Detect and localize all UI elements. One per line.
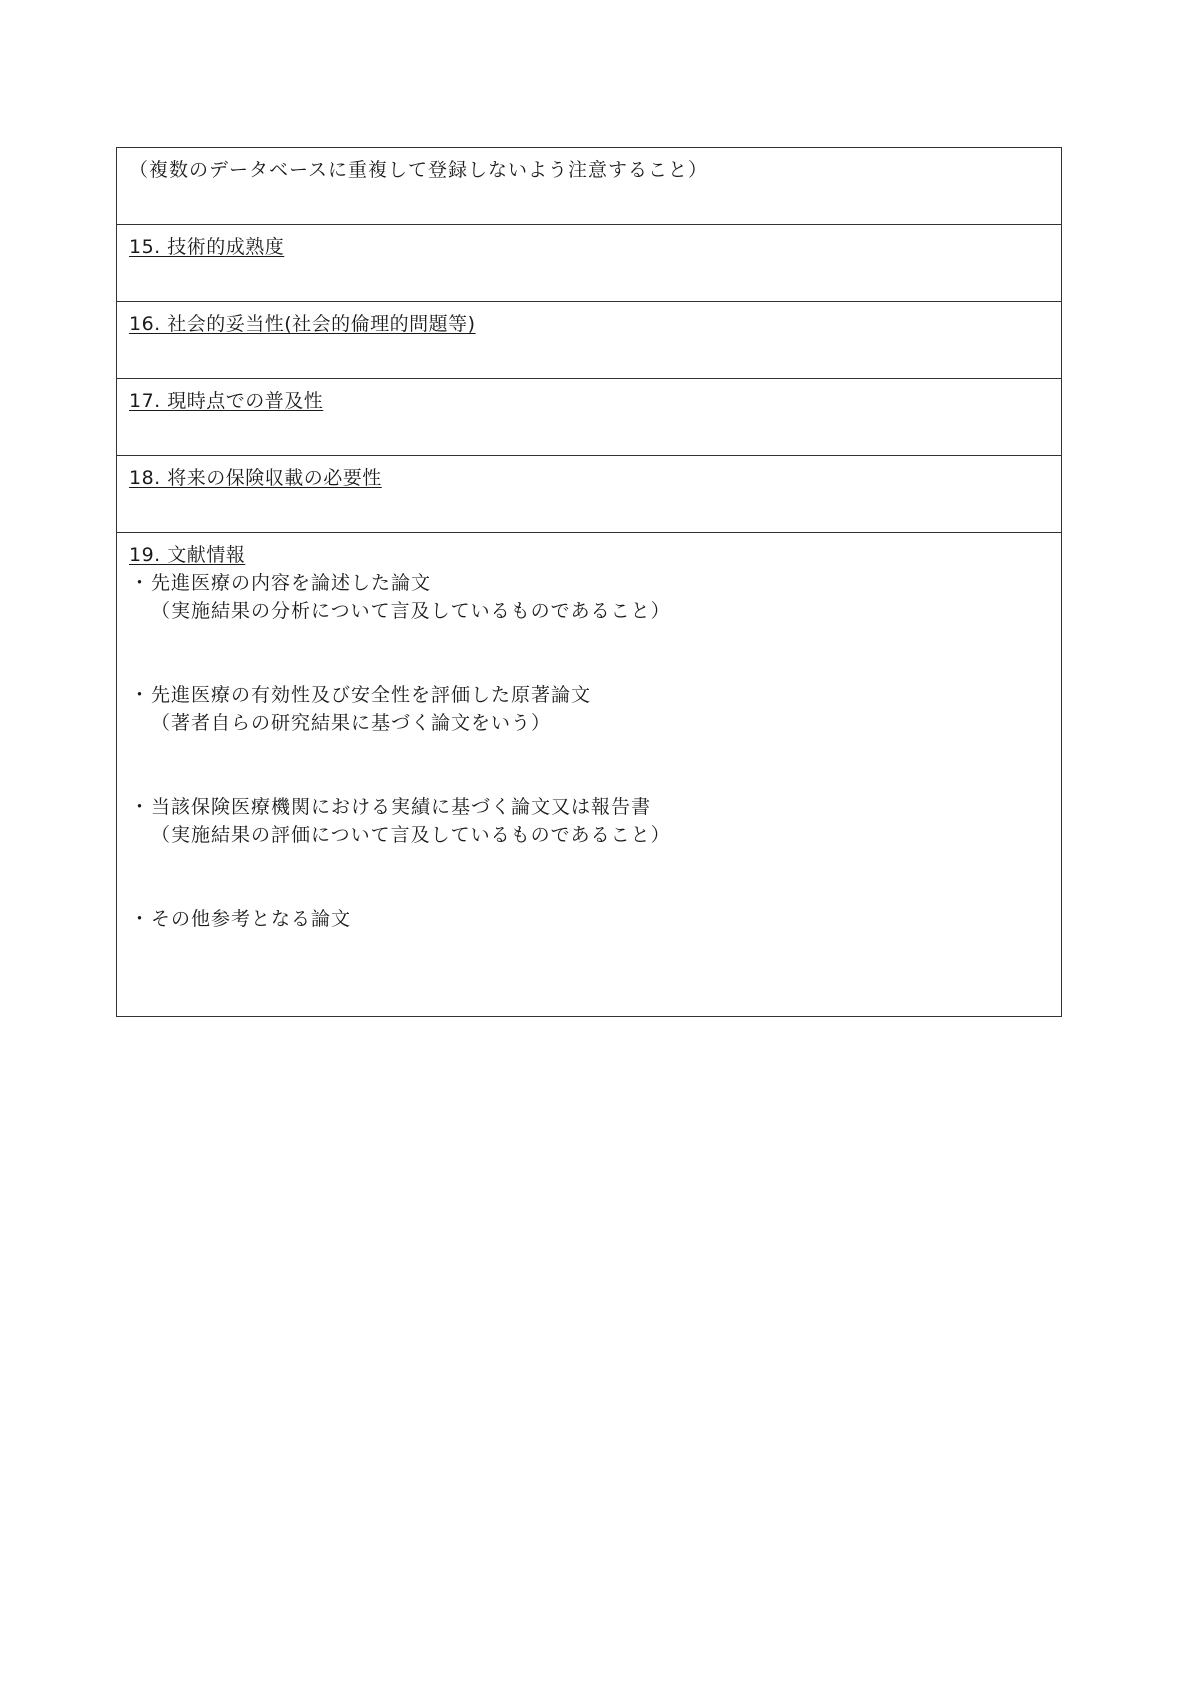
reference-item xyxy=(129,681,1049,737)
section-heading-16: 16. 社会的妥当性(社会的倫理的問題等) xyxy=(129,313,476,335)
bullet-mark: ・ xyxy=(129,908,150,930)
duplicate-registration-note: （複数のデータベースに重複して登録しないよう注意すること） xyxy=(129,159,709,181)
section-heading-15: 15. 技術的成熟度 xyxy=(129,236,285,258)
duplicate-registration-note-row xyxy=(117,148,1061,224)
reference-sub-note: （実施結果の分析について言及しているものであること） xyxy=(151,600,671,622)
bullet-mark: ・ xyxy=(129,796,150,818)
section-social-validity xyxy=(117,301,1061,378)
reference-sub-note: （著者自らの研究結果に基づく論文をいう） xyxy=(151,712,552,734)
bullet-mark: ・ xyxy=(129,684,150,706)
form-table xyxy=(116,147,1062,1017)
section-literature-info xyxy=(117,532,1061,1016)
reference-label: その他参考となる論文 xyxy=(151,908,352,930)
section-heading-17: 17. 現時点での普及性 xyxy=(129,390,324,412)
reference-label: 先進医療の内容を論述した論文 xyxy=(151,572,432,594)
bullet-mark: ・ xyxy=(129,572,150,594)
section-insurance-listing-need xyxy=(117,455,1061,532)
reference-item xyxy=(129,793,1049,849)
reference-item xyxy=(129,569,1049,625)
section-heading-19: 19. 文献情報 xyxy=(129,544,246,566)
section-heading-18: 18. 将来の保険収載の必要性 xyxy=(129,467,382,489)
reference-label: 先進医療の有効性及び安全性を評価した原著論文 xyxy=(151,684,592,706)
reference-label: 当該保険医療機関における実績に基づく論文又は報告書 xyxy=(151,796,652,818)
section-current-prevalence xyxy=(117,378,1061,455)
section-technical-maturity xyxy=(117,224,1061,301)
reference-sub-note: （実施結果の評価について言及しているものであること） xyxy=(151,824,671,846)
reference-item xyxy=(129,905,1049,933)
